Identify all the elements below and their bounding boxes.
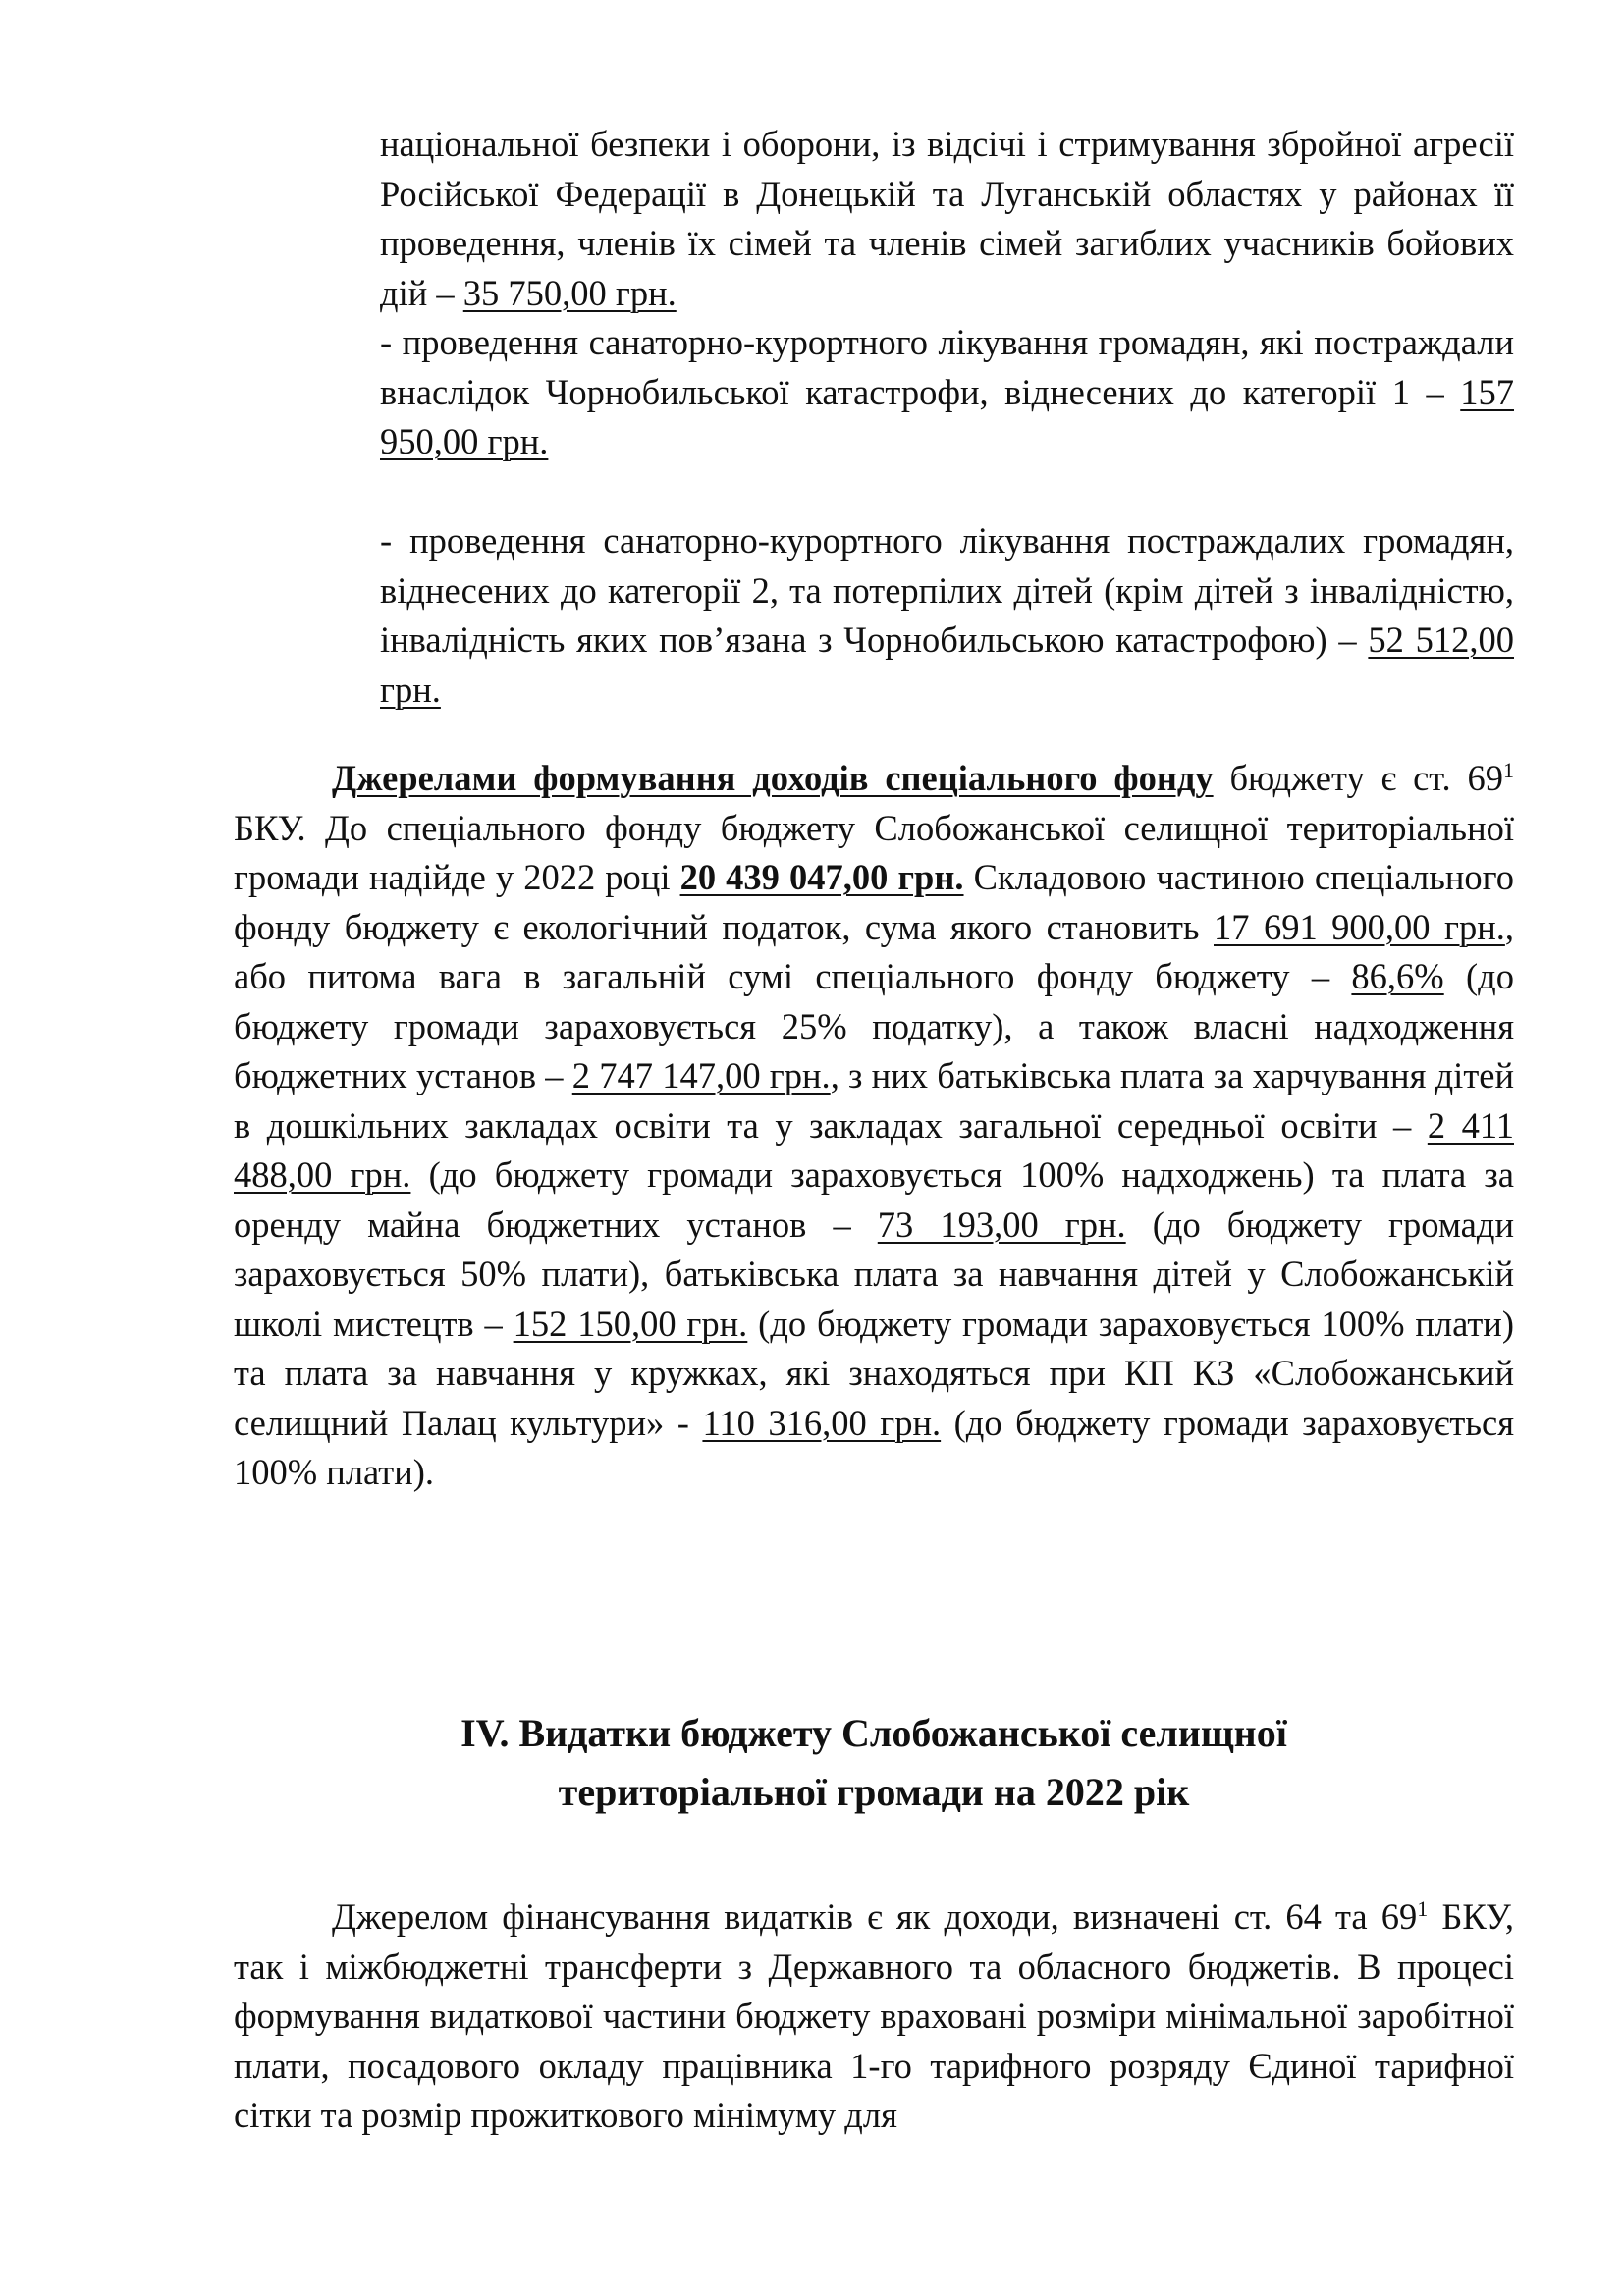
- paragraph-combatants: [380, 120, 1514, 318]
- paragraph-chernobyl-cat2: [380, 516, 1514, 715]
- text-run: (до бюджету громади зараховується 100% надходжень) та плата за оренду майна бюджетних установ –: [234, 1154, 1514, 1245]
- text-run: , з них батьківська плата за харчування дітей в дошкільних закладах освіти та у закладах загальної середньої освіти –: [234, 1055, 1514, 1146]
- paragraph-chernobyl-cat1: [380, 318, 1514, 467]
- amount-food-fee: 2 411 488,00 грн.: [234, 1104, 1514, 1195]
- amount-eco-tax: 17 691 900,00 грн.: [1214, 906, 1505, 947]
- paragraph-text: - проведення санаторно-курортного лікування постраждалих громадян, віднесених до категорії 2, та потерпілих дітей (крім дітей з інвалідністю, інвалідність яких пов’язана з Чорнобильською катастрофою) –: [380, 520, 1514, 660]
- paragraph-expenditure-sources: [234, 1893, 1514, 2141]
- text-run: БКУ. До спеціального фонду бюджету Слобожанської селищної територіальної громади надійде у 2022 році: [234, 807, 1514, 897]
- special-fund-lead: Джерелами формування доходів спеціального фонду: [332, 758, 1214, 798]
- heading-line-2: територіальної громади на 2022 рік: [558, 1770, 1190, 1814]
- text-run: Складовою частиною спеціального фонду бюджету є екологічний податок, сума якого становить: [234, 857, 1514, 947]
- text-run: бюджету є ст. 69: [1213, 758, 1503, 798]
- amount-chernobyl-cat1: 157 950,00 грн.: [380, 371, 1514, 461]
- text-run: БКУ, так і міжбюджетні трансферти з Державного та обласного бюджетів. В процесі формування видаткової частини бюджету враховані розміри мінімальної заробітної плати, посадового окладу працівника 1-го тарифного розряду Єдиної тарифної сітки та розмір прожиткового мінімуму для: [234, 1896, 1514, 2135]
- paragraph-text: - проведення санаторно-курортного лікування громадян, які постраждали внаслідок Чорнобильської катастрофи, віднесених до категорії 1 –: [380, 322, 1514, 412]
- text-run: Джерелом фінансування видатків є як доходи, визначені ст. 64 та 69: [332, 1896, 1418, 1937]
- text-run: (до бюджету громади зараховується 50% плати), батьківська плата за навчання дітей у Слобожанській школі мистецтв –: [234, 1203, 1514, 1344]
- eco-tax-share: 86,6%: [1351, 956, 1444, 996]
- text-run: (до бюджету громади зараховується 25% податку), а також власні надходження бюджетних установ –: [234, 956, 1514, 1095]
- text-run: (до бюджету громади зараховується 100% плати) та плата за навчання у кружках, які знаходяться при КП КЗ «Слобожанський селищний Палац культури» -: [234, 1303, 1514, 1443]
- text-run: (до бюджету громади зараховується 100% плати).: [234, 1402, 1514, 1492]
- amount-rent: 73 193,00 грн.: [877, 1203, 1126, 1245]
- superscript: 1: [1417, 1896, 1429, 1921]
- superscript: 1: [1503, 757, 1514, 782]
- amount-combatants: 35 750,00 грн.: [462, 272, 677, 313]
- amount-chernobyl-cat2: 52 512,00 грн.: [380, 619, 1514, 710]
- heading-line-1: IV. Видатки бюджету Слобожанської селищної: [460, 1711, 1287, 1755]
- section-heading: [234, 1704, 1514, 1822]
- amount-art-school: 152 150,00 грн.: [513, 1303, 748, 1344]
- paragraph-special-fund: [234, 754, 1514, 1498]
- amount-own-revenue: 2 747 147,00 грн.: [571, 1055, 831, 1095]
- paragraph-text: національної безпеки і оборони, із відсічі і стримування збройної агресії Російської Федерації в Донецькій та Луганській областях у районах її проведення, членів їх сімей та членів сімей загиблих учасників бойових дій –: [380, 124, 1514, 313]
- amount-palace-of-culture: 110 316,00 грн.: [702, 1402, 942, 1443]
- text-run: , або питома вага в загальній сумі спеціального фонду бюджету –: [234, 906, 1514, 996]
- amount-special-fund-total: 20 439 047,00 грн.: [679, 857, 964, 897]
